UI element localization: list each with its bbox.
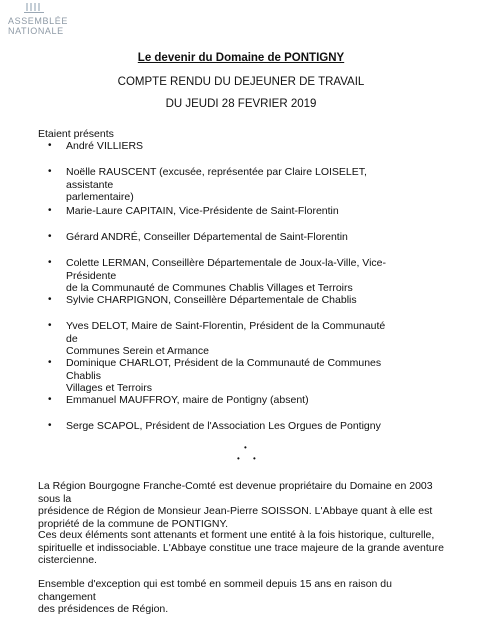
attendee-item [66,357,396,395]
attendee-item [66,294,396,307]
bullet-icon: • [48,166,52,177]
paragraph [38,578,448,616]
document-date: DU JEUDI 28 FEVRIER 2019 [165,98,317,110]
bullet-icon: • [48,205,52,216]
attendee-line: Gérard ANDRÉ, Conseiller Départemental de Saint-Florentin [66,231,348,243]
attendee-line: Communes Serein et Armance [66,345,209,357]
attendee-item [66,394,396,407]
attendee-item [66,205,396,218]
bullet-icon: • [48,357,52,368]
paragraph-line: cistercienne. [38,554,97,566]
separator-dot-icon: • [237,454,240,463]
attendee-line: Noëlle RAUSCENT (excusée, représentée par Claire LOISELET, assistante [66,166,367,191]
separator-dot-icon: • [253,454,256,463]
paragraph-line: des présidences de Région. [38,603,169,615]
attendee-line: de la Communauté de Communes Chablis Villages et Terroirs [66,282,353,294]
attendee-line: Villages et Terroirs [66,382,152,394]
attendee-line: parlementaire) [66,191,134,203]
paragraph-line: spirituelle et indissociable. L'Abbaye constitue une trace majeure de la grande aventure [38,541,444,554]
bullet-icon: • [48,394,52,405]
paragraph [38,480,448,530]
attendees-heading: Etaient présents [38,128,114,140]
bullet-icon: • [48,420,52,431]
attendee-line: Dominique CHARLOT, Président de la Communauté de Communes Chablis [66,357,382,382]
document-title: Le devenir du Domaine de PONTIGNY [137,52,345,64]
attendee-line: Serge SCAPOL, Président de l'Association Les Orgues de Pontigny [66,420,381,432]
attendee-line: Colette LERMAN, Conseillère Départementale de Joux-la-Ville, Vice-Présidente [66,257,387,282]
bullet-icon: • [48,257,52,268]
attendee-item [66,231,396,244]
attendee-item [66,320,396,358]
paragraph [38,529,448,567]
logo-line-2: NATIONALE [8,26,64,36]
attendee-line: Sylvie CHARPIGNON, Conseillère Départementale de Chablis [66,294,357,306]
assemblee-nationale-emblem-icon [24,2,44,13]
attendee-line: Marie-Laure CAPITAIN, Vice-Présidente de Saint-Florentin [66,205,339,217]
attendee-item [66,420,396,433]
attendee-item [66,166,396,204]
document-subtitle: COMPTE RENDU DU DEJEUNER DE TRAVAIL [117,76,365,88]
logo-line-1: ASSEMBLÉE [8,16,68,26]
bullet-icon: • [48,140,52,151]
separator-dot-icon: • [244,443,247,452]
bullet-icon: • [48,320,52,331]
paragraph-line: Ces deux éléments sont attenants et forment une entité à la fois historique, culturelle, [38,529,435,541]
paragraph-line: propriété de la commune de PONTIGNY. [38,517,229,530]
bullet-icon: • [48,294,52,305]
attendee-line: André VILLIERS [66,140,144,152]
logo-text [8,16,68,36]
attendee-item [66,140,396,153]
paragraph-line: présidence de Région de Monsieur Jean-Pierre SOISSON. L'Abbaye quant à elle est [38,505,433,517]
attendee-item [66,257,406,295]
bullet-icon: • [48,231,52,242]
attendee-line: Emmanuel MAUFFROY, maire de Pontigny (absent) [66,394,309,406]
paragraph-line: Ensemble d'exception qui est tombé en sommeil depuis 15 ans en raison du changement [38,578,392,603]
paragraph-line: La Région Bourgogne Franche-Comté est devenue propriétaire du Domaine en 2003 sous la [38,480,433,505]
attendee-line: Yves DELOT, Maire de Saint-Florentin, Président de la Communauté de [66,320,386,345]
